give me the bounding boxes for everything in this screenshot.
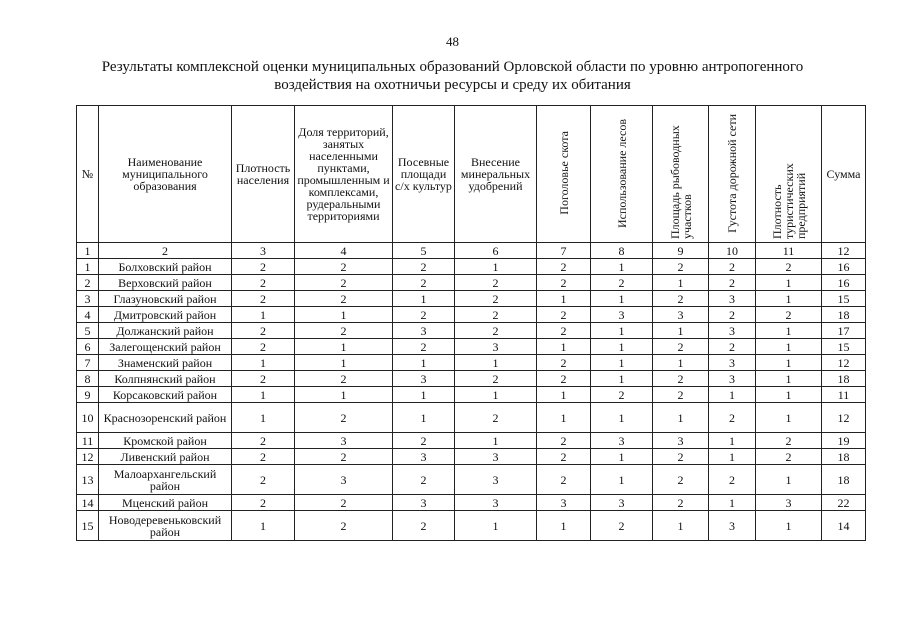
score-cell: 2	[709, 339, 756, 355]
score-cell: 1	[537, 403, 591, 433]
municipality-name-cell: Кромской район	[99, 433, 232, 449]
score-cell: 1	[455, 511, 537, 541]
column-number-cell: 12	[822, 243, 866, 259]
column-number-cell: 4	[295, 243, 393, 259]
score-cell: 1	[756, 511, 822, 541]
score-cell: 2	[653, 387, 709, 403]
score-cell: 2	[591, 511, 653, 541]
score-cell: 2	[393, 433, 455, 449]
score-cell: 3	[393, 495, 455, 511]
score-cell: 1	[232, 403, 295, 433]
score-cell: 1	[393, 387, 455, 403]
score-cell: 2	[393, 465, 455, 495]
column-number-cell: 11	[756, 243, 822, 259]
row-number-cell: 9	[77, 387, 99, 403]
sum-cell: 18	[822, 307, 866, 323]
header-road-density	[709, 106, 756, 243]
header-settlement-share: Доля территорий, занятых населенными пунктами, промышленным и комплексами, рудеральными территориями	[295, 106, 393, 243]
score-cell: 3	[709, 323, 756, 339]
row-number-cell: 8	[77, 371, 99, 387]
score-cell: 1	[756, 403, 822, 433]
score-cell: 2	[653, 291, 709, 307]
score-cell: 2	[295, 449, 393, 465]
score-cell: 2	[393, 275, 455, 291]
score-cell: 1	[591, 323, 653, 339]
row-number-cell: 14	[77, 495, 99, 511]
column-number-cell: 10	[709, 243, 756, 259]
score-cell: 2	[537, 307, 591, 323]
document-title	[100, 58, 805, 94]
row-number-cell: 5	[77, 323, 99, 339]
municipality-name-cell: Краснозоренский район	[99, 403, 232, 433]
score-cell: 2	[537, 275, 591, 291]
score-cell: 2	[756, 307, 822, 323]
score-cell: 3	[756, 495, 822, 511]
score-cell: 2	[232, 323, 295, 339]
table-body	[77, 243, 866, 541]
score-cell: 2	[295, 495, 393, 511]
header-tourism-density-text: Плотность туристических предприятий	[769, 163, 808, 239]
sum-cell: 14	[822, 511, 866, 541]
row-number-cell: 6	[77, 339, 99, 355]
sum-cell: 16	[822, 259, 866, 275]
score-cell: 2	[653, 449, 709, 465]
score-cell: 1	[653, 323, 709, 339]
row-number-cell: 11	[77, 433, 99, 449]
sum-cell: 22	[822, 495, 866, 511]
column-number-cell: 7	[537, 243, 591, 259]
score-cell: 2	[653, 259, 709, 275]
score-cell: 3	[591, 495, 653, 511]
score-cell: 2	[537, 259, 591, 275]
score-cell: 1	[455, 387, 537, 403]
table-row	[77, 355, 866, 371]
score-cell: 1	[756, 275, 822, 291]
sum-cell: 11	[822, 387, 866, 403]
row-number-cell: 2	[77, 275, 99, 291]
score-cell: 2	[295, 511, 393, 541]
score-cell: 1	[653, 355, 709, 371]
score-cell: 2	[455, 307, 537, 323]
score-cell: 2	[455, 291, 537, 307]
row-number-cell: 1	[77, 259, 99, 275]
table-row	[77, 387, 866, 403]
sum-cell: 15	[822, 339, 866, 355]
score-cell: 1	[591, 403, 653, 433]
table-row	[77, 339, 866, 355]
score-cell: 2	[232, 495, 295, 511]
header-row	[77, 106, 866, 243]
score-cell: 1	[393, 291, 455, 307]
score-cell: 1	[232, 307, 295, 323]
sum-cell: 18	[822, 371, 866, 387]
header-fishery-area	[653, 106, 709, 243]
sum-cell: 12	[822, 403, 866, 433]
table-row	[77, 291, 866, 307]
sum-cell: 18	[822, 449, 866, 465]
score-cell: 3	[709, 371, 756, 387]
score-cell: 2	[709, 307, 756, 323]
row-number-cell: 13	[77, 465, 99, 495]
score-cell: 1	[709, 495, 756, 511]
municipality-name-cell: Залегощенский район	[99, 339, 232, 355]
column-number-cell: 8	[591, 243, 653, 259]
score-cell: 3	[591, 307, 653, 323]
score-cell: 2	[295, 259, 393, 275]
table-row	[77, 259, 866, 275]
score-cell: 2	[295, 291, 393, 307]
sum-cell: 17	[822, 323, 866, 339]
column-number-cell: 3	[232, 243, 295, 259]
score-cell: 2	[455, 371, 537, 387]
score-cell: 2	[653, 495, 709, 511]
score-cell: 2	[393, 511, 455, 541]
score-cell: 1	[455, 259, 537, 275]
row-number-cell: 12	[77, 449, 99, 465]
score-cell: 2	[591, 275, 653, 291]
municipality-name-cell: Малоархангельский район	[99, 465, 232, 495]
score-cell: 2	[455, 275, 537, 291]
row-number-cell: 7	[77, 355, 99, 371]
header-livestock	[537, 106, 591, 243]
header-forest-use	[591, 106, 653, 243]
score-cell: 1	[232, 387, 295, 403]
table-row	[77, 307, 866, 323]
header-tourism-density	[756, 106, 822, 243]
header-livestock-text: Поголовье скота	[556, 131, 571, 215]
municipality-name-cell: Дмитровский район	[99, 307, 232, 323]
municipality-name-cell: Новодеревеньковский район	[99, 511, 232, 541]
score-cell: 2	[393, 259, 455, 275]
table-row	[77, 433, 866, 449]
score-cell: 1	[756, 339, 822, 355]
sum-cell: 15	[822, 291, 866, 307]
header-sum: Сумма	[822, 106, 866, 243]
column-number-cell: 5	[393, 243, 455, 259]
score-cell: 1	[591, 291, 653, 307]
score-cell: 1	[295, 355, 393, 371]
table-row	[77, 275, 866, 291]
score-cell: 2	[295, 371, 393, 387]
score-cell: 1	[709, 449, 756, 465]
score-cell: 2	[653, 339, 709, 355]
score-cell: 1	[756, 371, 822, 387]
municipality-name-cell: Глазуновский район	[99, 291, 232, 307]
score-cell: 2	[232, 449, 295, 465]
score-cell: 1	[537, 339, 591, 355]
score-cell: 2	[591, 387, 653, 403]
column-number-cell: 6	[455, 243, 537, 259]
score-cell: 3	[537, 495, 591, 511]
title-line-1: Результаты комплексной оценки муниципальных образований Орловской области по уровню антропогенного	[101, 59, 804, 75]
score-cell: 1	[591, 449, 653, 465]
score-cell: 2	[537, 433, 591, 449]
score-cell: 1	[709, 387, 756, 403]
table-row	[77, 371, 866, 387]
row-number-cell: 10	[77, 403, 99, 433]
score-cell: 2	[232, 259, 295, 275]
sum-cell: 18	[822, 465, 866, 495]
score-cell: 3	[709, 291, 756, 307]
score-cell: 1	[709, 433, 756, 449]
row-number-cell: 15	[77, 511, 99, 541]
score-cell: 1	[591, 371, 653, 387]
header-crop-area: Посевные площади с/х культур	[393, 106, 455, 243]
score-cell: 2	[232, 465, 295, 495]
score-cell: 2	[756, 449, 822, 465]
score-cell: 2	[537, 371, 591, 387]
score-cell: 3	[393, 449, 455, 465]
header-forest-use-text: Использование лесов	[614, 118, 629, 228]
score-cell: 3	[653, 433, 709, 449]
score-cell: 2	[709, 403, 756, 433]
table-row	[77, 403, 866, 433]
score-cell: 2	[709, 259, 756, 275]
score-cell: 2	[232, 339, 295, 355]
score-cell: 1	[295, 387, 393, 403]
score-cell: 2	[709, 465, 756, 495]
score-cell: 1	[455, 355, 537, 371]
score-cell: 3	[709, 355, 756, 371]
score-cell: 1	[232, 511, 295, 541]
score-cell: 3	[455, 465, 537, 495]
header-population-density: Плотность населения	[232, 106, 295, 243]
sum-cell: 16	[822, 275, 866, 291]
score-cell: 1	[295, 307, 393, 323]
score-cell: 3	[455, 449, 537, 465]
sum-cell: 12	[822, 355, 866, 371]
score-cell: 2	[232, 291, 295, 307]
score-cell: 2	[653, 371, 709, 387]
score-cell: 2	[232, 371, 295, 387]
municipality-name-cell: Колпнянский район	[99, 371, 232, 387]
score-cell: 3	[653, 307, 709, 323]
municipality-name-cell: Знаменский район	[99, 355, 232, 371]
header-fishery-area-text: Площадь рыбоводных участков	[667, 125, 694, 239]
score-cell: 2	[537, 323, 591, 339]
score-cell: 1	[591, 259, 653, 275]
column-number-row	[77, 243, 866, 259]
results-table	[76, 105, 866, 541]
municipality-name-cell: Верховский район	[99, 275, 232, 291]
score-cell: 1	[591, 339, 653, 355]
score-cell: 3	[393, 371, 455, 387]
score-cell: 1	[232, 355, 295, 371]
table-row	[77, 511, 866, 541]
score-cell: 2	[295, 323, 393, 339]
score-cell: 2	[537, 355, 591, 371]
column-number-cell: 1	[77, 243, 99, 259]
title-line-2: воздействия на охотничьи ресурсы и среду их обитания	[274, 77, 631, 93]
table-row	[77, 465, 866, 495]
page-number: 48	[446, 34, 459, 49]
score-cell: 2	[295, 275, 393, 291]
score-cell: 1	[756, 387, 822, 403]
score-cell: 1	[537, 291, 591, 307]
score-cell: 2	[756, 259, 822, 275]
score-cell: 3	[393, 323, 455, 339]
score-cell: 2	[295, 403, 393, 433]
score-cell: 1	[591, 355, 653, 371]
table-row	[77, 323, 866, 339]
table-row	[77, 449, 866, 465]
score-cell: 3	[455, 495, 537, 511]
score-cell: 1	[393, 403, 455, 433]
score-cell: 1	[653, 511, 709, 541]
score-cell: 2	[537, 449, 591, 465]
score-cell: 1	[756, 323, 822, 339]
score-cell: 1	[393, 355, 455, 371]
score-cell: 3	[709, 511, 756, 541]
municipality-name-cell: Мценский район	[99, 495, 232, 511]
score-cell: 1	[756, 291, 822, 307]
score-cell: 1	[455, 433, 537, 449]
score-cell: 2	[709, 275, 756, 291]
score-cell: 2	[455, 323, 537, 339]
header-municipality-name: Наименование муниципального образования	[99, 106, 232, 243]
municipality-name-cell: Ливенский район	[99, 449, 232, 465]
score-cell: 2	[232, 275, 295, 291]
municipality-name-cell: Болховский район	[99, 259, 232, 275]
score-cell: 1	[653, 275, 709, 291]
score-cell: 3	[295, 465, 393, 495]
municipality-name-cell: Должанский район	[99, 323, 232, 339]
column-number-cell: 9	[653, 243, 709, 259]
score-cell: 1	[537, 511, 591, 541]
table-row	[77, 495, 866, 511]
score-cell: 1	[591, 465, 653, 495]
header-road-density-text: Густота дорожной сети	[725, 113, 739, 233]
score-cell: 2	[537, 465, 591, 495]
header-number: №	[77, 106, 99, 243]
score-cell: 2	[455, 403, 537, 433]
score-cell: 1	[295, 339, 393, 355]
score-cell: 1	[537, 387, 591, 403]
score-cell: 1	[653, 403, 709, 433]
score-cell: 3	[295, 433, 393, 449]
score-cell: 3	[591, 433, 653, 449]
sum-cell: 19	[822, 433, 866, 449]
municipality-name-cell: Корсаковский район	[99, 387, 232, 403]
column-number-cell: 2	[99, 243, 232, 259]
score-cell: 2	[393, 339, 455, 355]
score-cell: 2	[232, 433, 295, 449]
row-number-cell: 3	[77, 291, 99, 307]
score-cell: 1	[756, 355, 822, 371]
score-cell: 2	[393, 307, 455, 323]
score-cell: 2	[653, 465, 709, 495]
score-cell: 1	[756, 465, 822, 495]
row-number-cell: 4	[77, 307, 99, 323]
header-fertilizer: Внесение минеральных удобрений	[455, 106, 537, 243]
score-cell: 2	[756, 433, 822, 449]
score-cell: 3	[455, 339, 537, 355]
